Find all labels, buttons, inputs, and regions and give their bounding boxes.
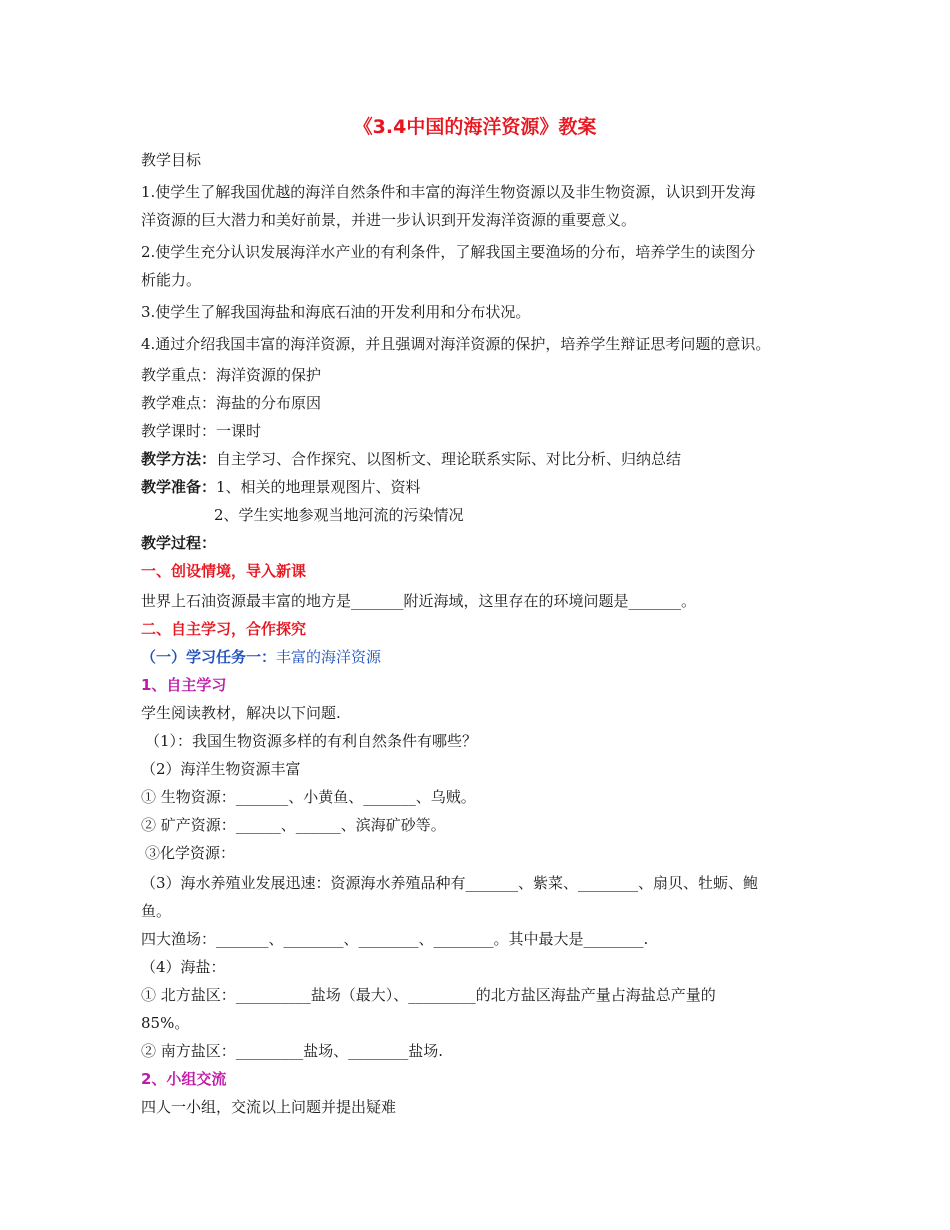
question-4b: ② 南方盐区：_________盐场、________盐场. [141, 1042, 444, 1060]
question-4a-line-1: ① 北方盐区：__________盐场（最大）、_________的北方盐区海盐产量占海盐总产量的 [141, 986, 716, 1004]
question-1: （1）：我国生物资源多样的有利自然条件有哪些？ [145, 732, 478, 750]
section-2-heading: 二、自主学习，合作探究 [141, 620, 307, 638]
prep-item-2: 2、学生实地参观当地河流的污染情况 [214, 506, 464, 524]
section-1-heading: 一、创设情境，导入新课 [141, 562, 307, 580]
process-label: 教学过程： [141, 534, 217, 552]
prep-item-1: 1、相关的地理景观图片、资料 [216, 478, 421, 496]
teaching-method [141, 449, 681, 469]
class-hours: 教学课时：一课时 [141, 422, 262, 440]
fisheries: 四大渔场：_______、________、________、________。其中最大是________. [141, 930, 649, 948]
group-text: 四人一小组，交流以上问题并提出疑难 [141, 1098, 397, 1116]
method-label: 教学方法： [141, 450, 217, 468]
read-instruction: 学生阅读教材，解决以下问题. [141, 704, 341, 722]
goal-4: 4.通过介绍我国丰富的海洋资源，并且强调对海洋资源的保护，培养学生辩证思考问题的意识。 [141, 335, 771, 353]
key-point: 教学重点：海洋资源的保护 [141, 366, 322, 384]
question-2c: ③化学资源： [145, 844, 236, 862]
question-2: （2）海洋生物资源丰富 [141, 760, 301, 778]
goal-2-line-2: 析能力。 [141, 271, 202, 289]
method-text: 自主学习、合作探究、以图析文、理论联系实际、对比分析、归纳总结 [216, 450, 682, 468]
sub-heading-self-study: 1、自主学习 [141, 676, 227, 694]
question-3-line-1: （3）海水养殖业发展迅速：资源海水养殖品种有_______、紫菜、________、扇贝、牡蛎、鲍 [141, 874, 759, 892]
question-3-line-2: 鱼。 [141, 902, 172, 920]
difficulty: 教学难点：海盐的分布原因 [141, 394, 322, 412]
goal-2-line-1: 2.使学生充分认识发展海洋水产业的有利条件，了解我国主要渔场的分布，培养学生的读图分 [141, 243, 756, 261]
question-4: （4）海盐： [141, 958, 226, 976]
sub-heading-group: 2、小组交流 [141, 1070, 227, 1088]
question-4a-line-2: 85%。 [141, 1014, 190, 1032]
task-1 [141, 647, 381, 667]
goal-1-line-2: 洋资源的巨大潜力和美好前景，并进一步认识到开发海洋资源的重要意义。 [141, 211, 637, 229]
question-2b: ② 矿产资源：______、______、滨海矿砂等。 [141, 816, 446, 834]
goals-heading: 教学目标 [141, 151, 202, 169]
task-1-label: （一）学习任务一： [141, 648, 277, 666]
task-1-text: 丰富的海洋资源 [276, 648, 382, 666]
goal-3: 3.使学生了解我国海盐和海底石油的开发利用和分布状况。 [141, 303, 531, 321]
document-title: 《3.4中国的海洋资源》教案 [353, 116, 597, 138]
prep-label: 教学准备： [141, 478, 217, 496]
question-2a: ① 生物资源：_______、小黄鱼、_______、乌贼。 [141, 788, 476, 806]
teaching-prep [141, 477, 421, 497]
goal-1-line-1: 1.使学生了解我国优越的海洋自然条件和丰富的海洋生物资源以及非生物资源，认识到开发海 [141, 183, 756, 201]
section-1-text: 世界上石油资源最丰富的地方是_______附近海域，这里存在的环境问题是_______。 [141, 592, 697, 610]
